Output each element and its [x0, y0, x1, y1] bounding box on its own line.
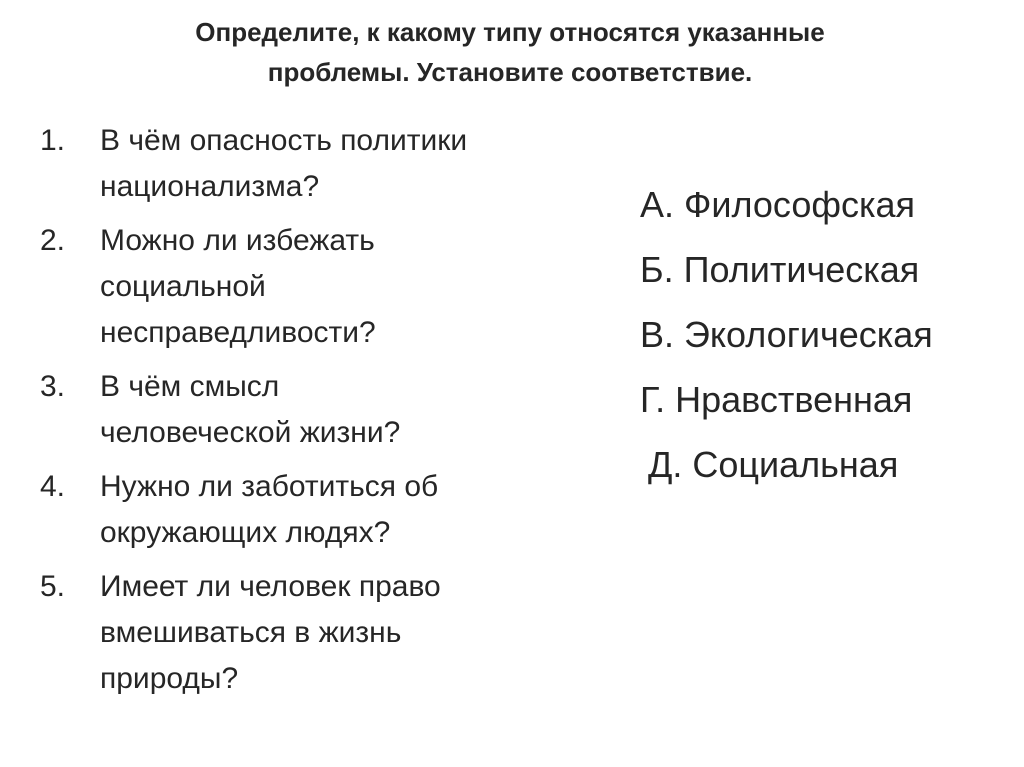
slide-title	[60, 12, 960, 92]
answer-item-d: Д. Социальная	[648, 444, 899, 485]
question-number: 3.	[40, 370, 66, 403]
question-line: В чём смысл	[100, 370, 280, 403]
question-item-3	[40, 364, 540, 456]
question-text	[100, 464, 540, 556]
slide-title-line-2: проблемы. Установите соответствие.	[267, 57, 753, 87]
question-line: Можно ли избежать	[100, 224, 375, 257]
answer-item-g: Г. Нравственная	[640, 379, 913, 420]
answer-item-a: А. Философская	[640, 184, 916, 225]
slide-title-line-1: Определите, к какому типу относятся указанные	[195, 17, 825, 47]
question-text	[100, 364, 540, 456]
question-item-2	[40, 218, 540, 356]
question-line: окружающих людях?	[100, 516, 391, 549]
question-line: В чём опасность политики	[100, 124, 468, 157]
question-text	[100, 118, 540, 210]
question-text	[100, 218, 540, 356]
question-line: природы?	[100, 662, 239, 695]
question-line: человеческой жизни?	[100, 416, 401, 449]
question-line: социальной	[100, 270, 266, 303]
question-line: национализма?	[100, 170, 320, 203]
question-number: 4.	[40, 470, 66, 503]
question-item-4	[40, 464, 540, 556]
question-line: вмешиваться в жизнь	[100, 616, 402, 649]
question-line: Имеет ли человек право	[100, 570, 441, 603]
questions-list	[40, 118, 540, 710]
question-number: 5.	[40, 570, 66, 603]
answer-item-v: В. Экологическая	[640, 314, 933, 355]
question-item-5	[40, 564, 540, 702]
question-line: несправедливости?	[100, 316, 376, 349]
question-text	[100, 564, 540, 702]
answer-item-b: Б. Политическая	[640, 249, 920, 290]
question-number: 2.	[40, 224, 66, 257]
answers-list	[640, 172, 1000, 497]
question-item-1	[40, 118, 540, 210]
question-number: 1.	[40, 124, 66, 157]
question-line: Нужно ли заботиться об	[100, 470, 439, 503]
